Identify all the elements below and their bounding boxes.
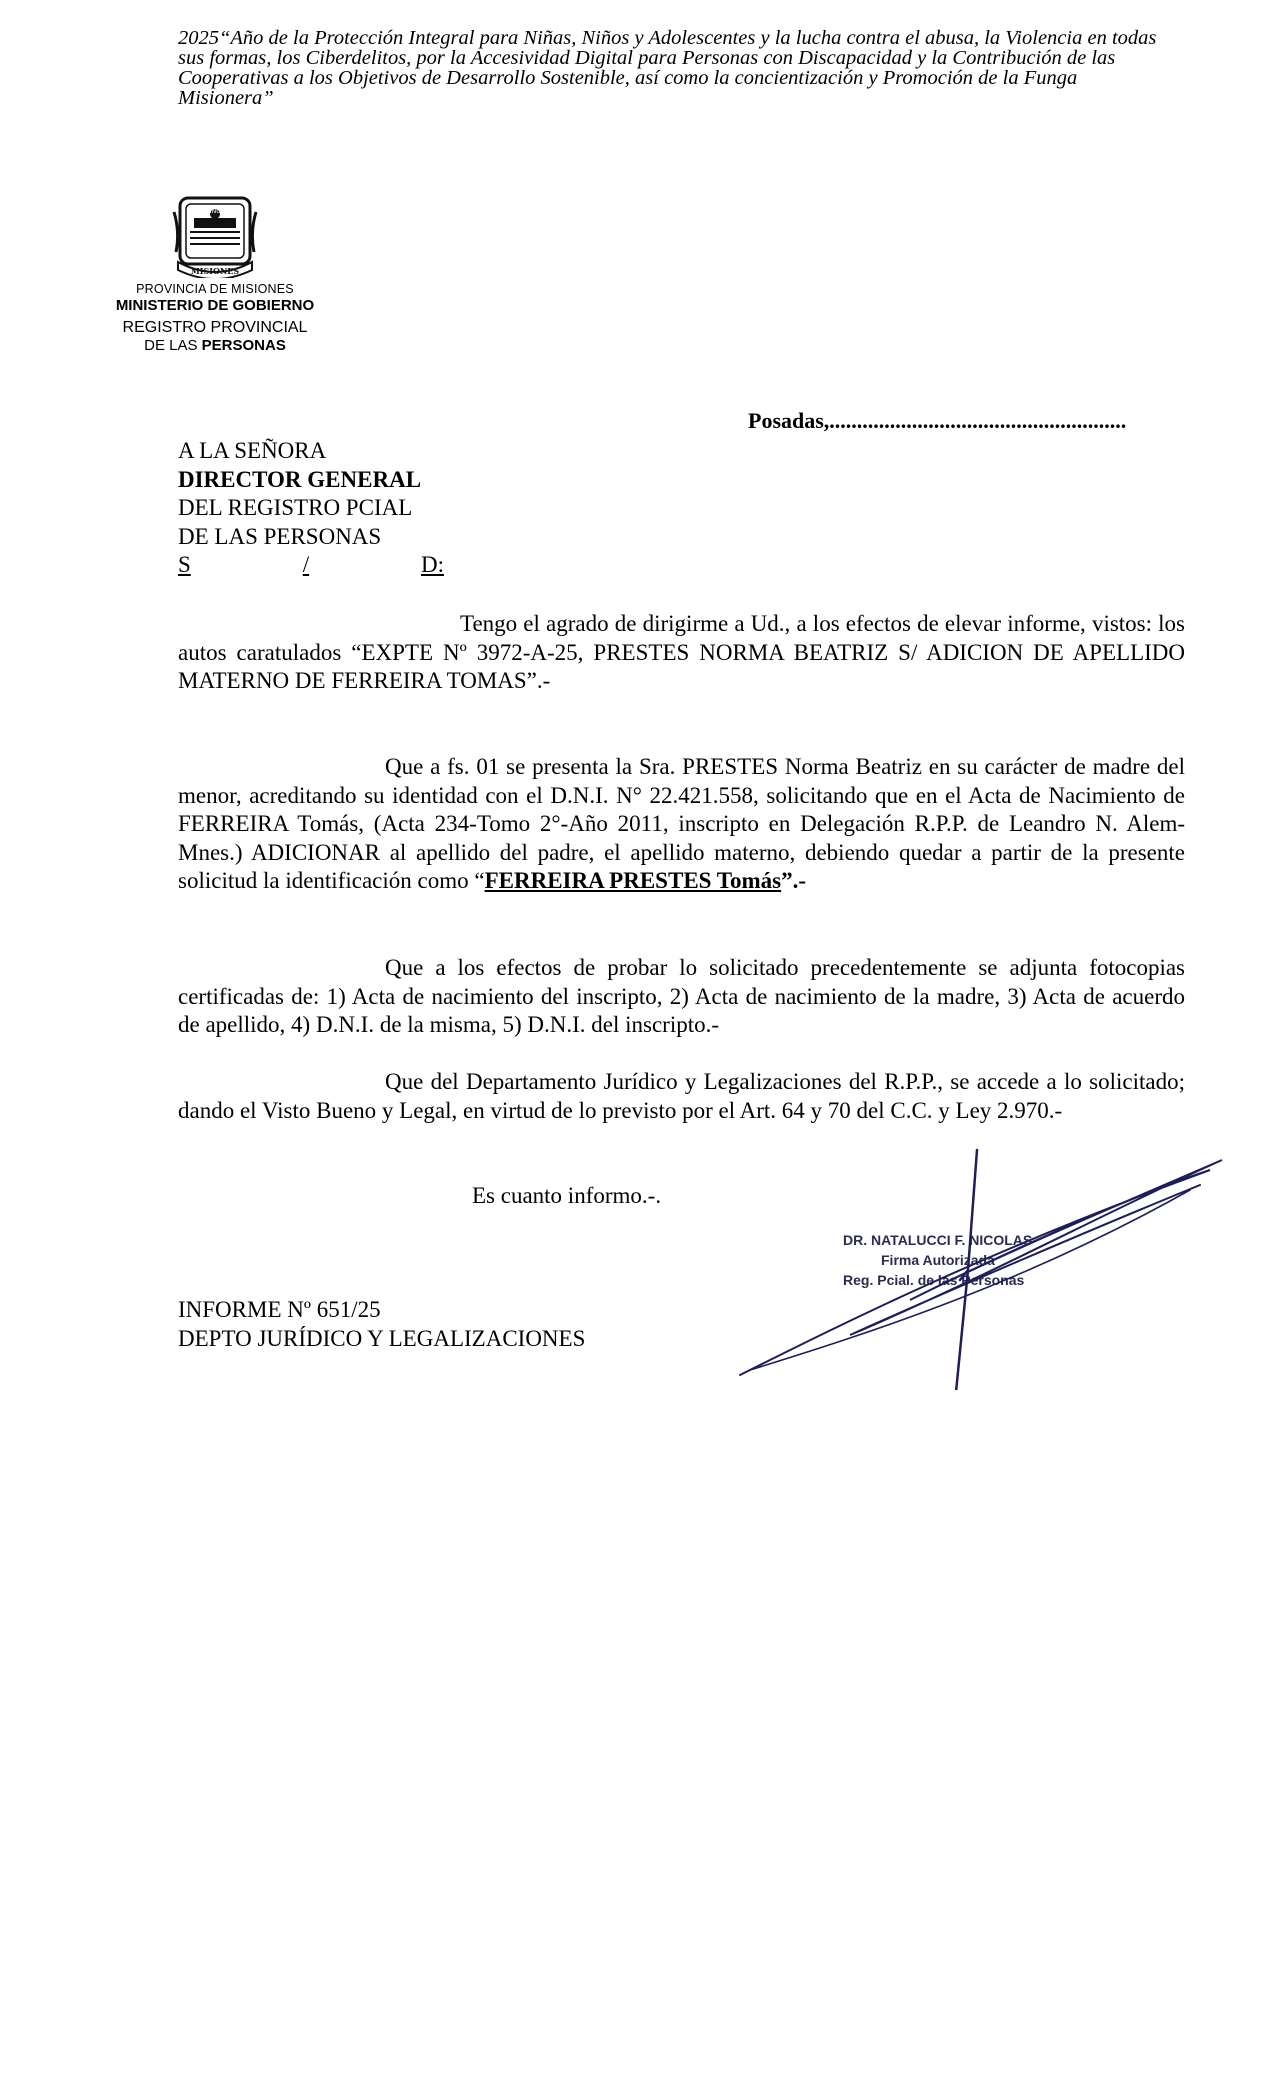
- sd-d: D:: [421, 552, 444, 577]
- stamp-name: DR. NATALUCCI F. NICOLAS: [843, 1232, 1033, 1248]
- logo-registry-prefix: DE LAS: [144, 337, 202, 354]
- seal-top-text: PROVINCIA DE: [193, 208, 237, 215]
- addressee-line: DE LAS PERSONAS: [178, 523, 382, 549]
- closing-line: Es cuanto informo.-.: [472, 1183, 662, 1208]
- sd-line: [178, 551, 444, 580]
- paragraph-attachments: Que a los efectos de probar lo solicitado precedentemente se adjunta fotocopias certificadas de: 1) Acta de nacimiento del inscripto, 2) Acta de nacimiento de la madre, 3) Acta de acuerdo de apellido, 4) D.N.I. de la misma, 5) D.N.I. del inscripto.-: [178, 955, 1185, 1038]
- logo-registry-bold: PERSONAS: [201, 337, 286, 354]
- stamp-title: Firma Autorizada: [881, 1252, 995, 1268]
- header-motto: 2025“Año de la Protección Integral para Niñas, Niños y Adolescentes y la lucha contra el abusa, la Violencia en todas sus formas, los Ciberdelitos, por la Accesividad Digital para Personas con Discapacidad y la Contribución de las Cooperativas a los Objetivos de Desarrollo Sostenible, así como la concientización y Promoción de la Funga Misionera”: [178, 27, 1157, 109]
- logo-registry-sub: [100, 337, 330, 354]
- place-date: Posadas,......................................................: [748, 408, 1127, 433]
- ministry-logo: [100, 192, 330, 354]
- report-number: INFORME Nº 651/25: [178, 1297, 381, 1322]
- request-text: Que a fs. 01 se presenta la Sra. PRESTES Norma Beatriz en su carácter de madre del menor, acreditando su identidad con el D.N.I. N° 22.421.558, solicitando que en el Acta de Nacimiento de FERREIRA Tomás, (Acta 234-Tomo 2°-Año 2011, inscripto en Delegación R.P.P. de Leandro N. Alem-Mnes.) ADICIONAR al apellido del padre, el apellido materno, debiendo quedar a partir de la presente solicitud la identificación como “: [178, 754, 1185, 894]
- request-end: ”.-: [781, 868, 807, 894]
- addressee-line: A LA SEÑORA: [178, 438, 327, 463]
- paragraph-request: [178, 753, 1185, 896]
- addressee-block: [178, 437, 444, 580]
- report-footer: [178, 1296, 585, 1353]
- province-seal-icon: [170, 192, 260, 278]
- addressee-line: DEL REGISTRO PCIAL: [178, 495, 413, 520]
- logo-ministry: MINISTERIO DE GOBIERNO: [115, 297, 315, 314]
- logo-province: PROVINCIA DE MISIONES: [136, 282, 294, 296]
- seal-bottom-text: MISIONES: [190, 266, 240, 276]
- report-department: DEPTO JURÍDICO Y LEGALIZACIONES: [178, 1325, 586, 1351]
- stamp-office: Reg. Pcial. de las Personas: [843, 1272, 1025, 1288]
- requested-name: FERREIRA PRESTES Tomás: [484, 868, 782, 894]
- logo-registry: REGISTRO PROVINCIAL: [122, 319, 308, 336]
- handwritten-signature: [730, 1130, 1230, 1390]
- sd-slash: /: [302, 552, 310, 577]
- paragraph-approval: Que del Departamento Jurídico y Legalizaciones del R.P.P., se accede a lo solicitado; dando el Visto Bueno y Legal, en virtud de lo previsto por el Art. 64 y 70 del C.C. y Ley 2.970.-: [178, 1069, 1185, 1123]
- paragraph-intro: Tengo el agrado de dirigirme a Ud., a los efectos de elevar informe, vistos: los autos caratulados “EXPTE Nº 3972-A-25, PRESTES NORMA BEATRIZ S/ ADICION DE APELLIDO MATERNO DE FERREIRA TOMAS”.-: [178, 611, 1185, 694]
- addressee-line: DIRECTOR GENERAL: [178, 466, 422, 492]
- sd-s: S: [178, 552, 191, 577]
